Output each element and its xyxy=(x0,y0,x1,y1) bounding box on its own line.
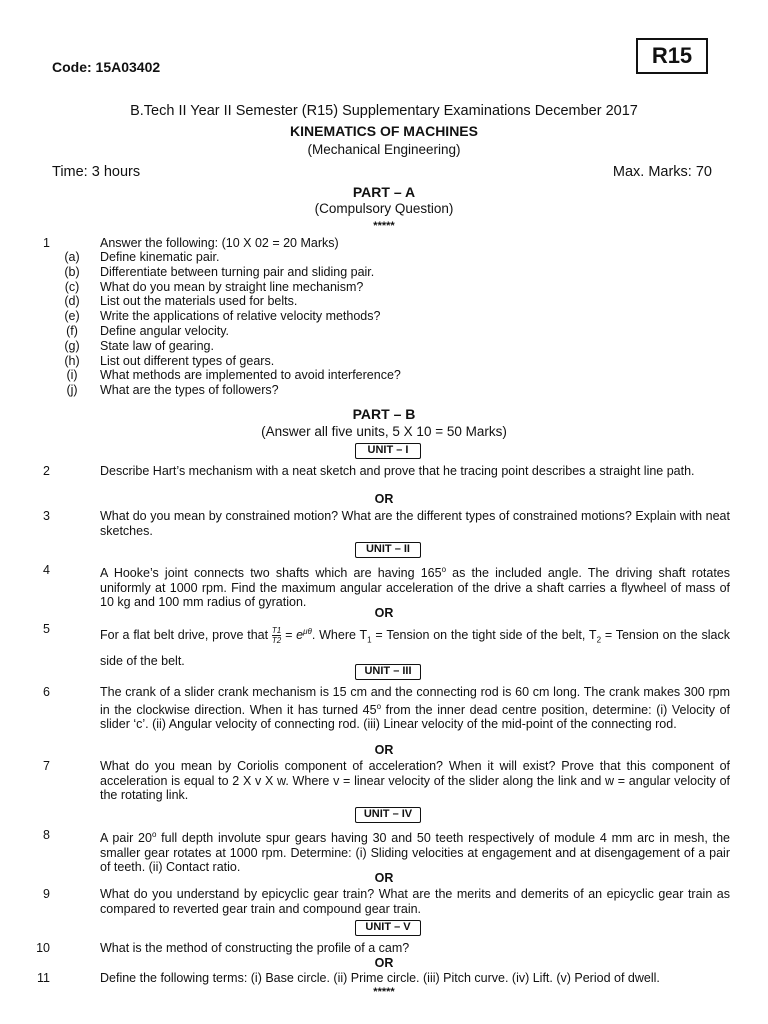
sub-question-label: (g) xyxy=(64,338,80,353)
sub-question-text: What do you mean by straight line mechanism? xyxy=(100,279,364,294)
exam-time: Time: 3 hours xyxy=(52,164,141,180)
sub-question-label: (b) xyxy=(64,264,80,279)
unit-4-label: UNIT – IV xyxy=(355,807,421,823)
sub-question-label: (a) xyxy=(64,250,80,264)
sub-question-label: (i) xyxy=(66,368,78,383)
or-separator: OR xyxy=(374,606,394,620)
question-number: 8 xyxy=(43,828,50,842)
part-b-subtitle: (Answer all five units, 5 X 10 = 50 Marks) xyxy=(261,424,507,439)
sub-question-text: State law of gearing. xyxy=(100,338,214,353)
sub-question-text: List out different types of gears. xyxy=(100,353,275,368)
question-number: 7 xyxy=(43,759,50,773)
sub-question-text: List out the materials used for belts. xyxy=(100,294,298,309)
or-separator: OR xyxy=(374,492,394,506)
question-number: 5 xyxy=(43,622,50,636)
question-number: 6 xyxy=(43,685,50,699)
unit-5-label: UNIT – V xyxy=(355,920,421,936)
sub-question-text: Define kinematic pair. xyxy=(100,250,220,264)
question-2-text: Describe Hart’s mechanism with a neat sketch and prove that he tracing point describes a straight line path. xyxy=(100,464,695,478)
or-separator: OR xyxy=(374,871,394,885)
question-9-text: What do you understand by epicyclic gear train? What are the merits and demerits of an epicyclic gear train as compared to reverted gear train and compound gear train. xyxy=(100,887,730,916)
question-5-text: For a flat belt drive, prove that $\frac{T1}{T2}$ = $e^{\mu\theta}$. Where $T_1$ = Tension on the tight side of the belt, $T_2$ = Tension on the slack side of the belt. xyxy=(100,626,730,668)
subject-title: KINEMATICS OF MACHINES xyxy=(290,123,478,139)
question-number: 3 xyxy=(43,509,50,523)
sub-question-label: (h) xyxy=(64,353,80,368)
or-separator: OR xyxy=(374,956,394,970)
exam-title: B.Tech II Year II Semester (R15) Supplementary Examinations December 2017 xyxy=(130,103,638,119)
question-3-text: What do you mean by constrained motion? What are the different types of constrained motions? Explain with neat sketches. xyxy=(100,509,730,538)
part-a-subtitle: (Compulsory Question) xyxy=(314,201,454,216)
max-marks: Max. Marks: 70 xyxy=(612,164,712,180)
question-4-text: A Hooke’s joint connects two shafts which are having 165$^o$ as the included angle. The driving shaft rotates uniformly at 1000 rpm. Find the maximum angular acceleration of the drive a shaft carries a flywheel of mass of 10 kg and 100 mm radius of gyration. xyxy=(100,565,730,610)
question-number: 1 xyxy=(43,236,50,250)
tension-ratio-fraction: $\frac{T1}{T2}$ xyxy=(271,626,282,646)
sub-question-label: (f) xyxy=(66,324,78,338)
sub-question-label: (e) xyxy=(64,309,80,324)
question-6-text: The crank of a slider crank mechanism is 15 cm and the connecting rod is 60 cm long. The crank makes 300 rpm in the clockwise direction. When it has turned 45$^o$ from the inner dead centre position, determine: (i) Velocity of slider ‘c’. (ii) Angular velocity of connecting rod. (iii) Linear velocity of the mid-point of the connecting rod. xyxy=(100,685,731,732)
sub-question-text: What methods are implemented to avoid interference? xyxy=(100,368,401,383)
sub-question-text: What are the types of followers? xyxy=(100,383,279,398)
unit-1-label: UNIT – I xyxy=(355,443,421,459)
regulation-box: R15 xyxy=(636,38,708,74)
or-separator: OR xyxy=(374,743,394,757)
part-a-title: PART – A xyxy=(352,184,416,200)
question-number: 10 xyxy=(36,941,50,955)
unit-2-label: UNIT – II xyxy=(355,542,421,558)
sub-question-label: (d) xyxy=(64,294,80,309)
branch-name: (Mechanical Engineering) xyxy=(307,142,461,157)
sub-question-text: Differentiate between turning pair and sliding pair. xyxy=(100,264,375,279)
question-number: 11 xyxy=(37,971,50,985)
sub-question-text: Write the applications of relative velocity methods? xyxy=(100,309,381,324)
question-8-text: A pair 20$^o$ full depth involute spur gears having 30 and 50 teeth respectively of module 4 mm arc in mesh, the smaller gear rotates at 1000 rpm. Determine: (i) Sliding velocities at engagement and at disengagement of a pair of teeth. (ii) Contact ratio. xyxy=(100,830,731,875)
question-10-text: What is the method of constructing the profile of a cam? xyxy=(100,941,410,955)
paper-code: Code: 15A03402 xyxy=(52,59,161,75)
separator-stars: ***** xyxy=(373,220,395,232)
end-stars: ***** xyxy=(373,986,395,998)
part-a-instruction: Answer the following: (10 X 02 = 20 Marks) xyxy=(100,236,339,250)
sub-question-label: (c) xyxy=(64,279,80,294)
question-number: 2 xyxy=(43,464,50,478)
question-11-text: Define the following terms: (i) Base circle. (ii) Prime circle. (iii) Pitch curve. (iv) Lift. (v) Period of dwell. xyxy=(100,971,660,985)
unit-3-label: UNIT – III xyxy=(355,664,421,680)
sub-question-text: Define angular velocity. xyxy=(100,324,230,338)
question-number: 4 xyxy=(43,563,50,577)
question-number: 9 xyxy=(43,887,50,901)
sub-question-label: (j) xyxy=(66,383,78,398)
question-7-text: What do you mean by Coriolis component of acceleration? When it will exist? Prove that this component of acceleration is equal to 2 X v X w. Where v = linear velocity of the slider along the link and w = angular velocity of the rotating link. xyxy=(100,759,730,802)
part-b-title: PART – B xyxy=(352,406,416,422)
